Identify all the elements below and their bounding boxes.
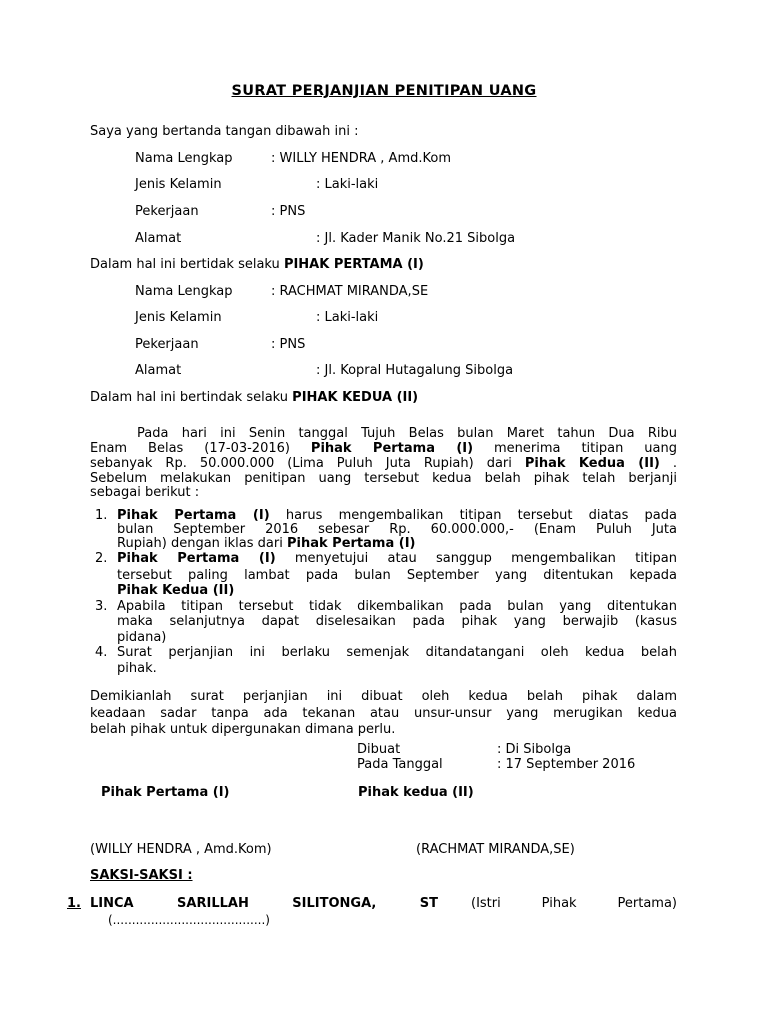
body-l2b: Pihak Pertama (I) [310,441,474,456]
item-4-line-2: pihak. [117,661,157,676]
body-l3c: . [659,456,678,471]
tanggal-label: Pada Tanggal [357,757,443,772]
item-2-b: menyetujui atau sanggup mengembalikan titipan [275,551,677,566]
witness-1-signature-line: (........................................) [108,913,270,927]
item-3-line-2: maka selanjutnya dapat diselesaikan pada pihak yang berwajib (kasus [117,614,677,629]
party2-jenis-value: : Laki-laki [316,310,379,325]
witness-1-name [90,896,438,912]
body-l2c: menerima titipan uang [473,441,677,456]
party1-pekerjaan-label: Pekerjaan [135,204,199,219]
body-line-1: Pada hari ini Senin tanggal Tujuh Belas bulan Maret tahun Dua Ribu [137,426,677,441]
item-2-a: Pihak Pertama (I) [117,551,276,566]
party1-role-prefix: Dalam hal ini bertidak selaku [90,257,284,272]
party1-role-line [90,257,424,273]
item-2-number: 2. [95,551,108,566]
party2-nama-value: : RACHMAT MIRANDA,SE [271,284,429,299]
party2-role-prefix: Dalam hal ini bertindak selaku [90,390,293,405]
signature-right-title: Pihak kedua (II) [358,785,474,800]
party2-pekerjaan-label: Pekerjaan [135,337,199,352]
body-l2a: Enam Belas (17-03-2016) [90,441,311,456]
tanggal-value: : 17 September 2016 [497,757,636,772]
witness-1-role: (Istri Pihak Pertama) [471,896,677,911]
item-3-number: 3. [95,599,108,614]
intro-text: Saya yang bertanda tangan dibawah ini : [90,124,359,139]
party1-nama-value: : WILLY HENDRA , Amd.Kom [271,151,451,166]
item-4-number: 4. [95,645,108,660]
body-line-3 [90,456,677,472]
party1-nama-label: Nama Lengkap [135,151,233,166]
item-1-e: Pihak Pertama (I) [286,536,416,551]
signature-left-title: Pihak Pertama (I) [101,785,230,800]
party2-alamat-value: : Jl. Kopral Hutagalung Sibolga [316,363,514,378]
item-1-line-3 [117,536,415,552]
witness-1-number: 1. [67,896,81,911]
item-2-line-2: tersebut paling lambat pada bulan September yang ditentukan kepada [117,568,677,583]
closing-line-3: belah pihak untuk dipergunakan dimana perlu. [90,722,396,737]
witness-1-line [90,896,677,912]
item-1-b: harus mengembalikan titipan tersebut diatas pada [269,508,677,523]
party1-jenis-value: : Laki-laki [316,177,379,192]
signature-left-name: (WILLY HENDRA , Amd.Kom) [90,842,272,857]
party1-alamat-value: : Jl. Kader Manik No.21 Sibolga [316,231,516,246]
body-l3b: Pihak Kedua (II) [524,456,660,471]
item-1-number: 1. [95,508,108,523]
dibuat-value: : Di Sibolga [497,742,572,757]
party1-role: PIHAK PERTAMA (I) [283,257,424,272]
item-3-line-3: pidana) [117,630,167,645]
item-4-line-1: Surat perjanjian ini berlaku semenjak ditandatangani oleh kedua belah [117,645,677,660]
item-1-a: Pihak Pertama (I) [117,508,270,523]
party2-alamat-label: Alamat [135,363,182,378]
closing-line-2: keadaan sadar tanpa ada tekanan atau unsur-unsur yang merugikan kedua [90,706,677,721]
party1-jenis-label: Jenis Kelamin [135,177,222,192]
witness-1-name-text: LINCA SARILLAH SILITONGA, ST [90,896,438,911]
item-2-line-1 [117,551,677,567]
body-l3a: sebanyak Rp. 50.000.000 (Lima Puluh Juta Rupiah) dari [90,456,525,471]
item-3-line-1: Apabila titipan tersebut tidak dikembalikan pada bulan yang ditentukan [117,599,677,614]
body-line-5: sebagai berikut : [90,485,200,500]
closing-line-1: Demikianlah surat perjanjian ini dibuat oleh kedua belah pihak dalam [90,689,677,704]
document-title: SURAT PERJANJIAN PENITIPAN UANG [231,83,537,99]
party1-alamat-label: Alamat [135,231,182,246]
party1-pekerjaan-value: : PNS [271,204,306,219]
dibuat-label: Dibuat [357,742,401,757]
item-1-d: Rupiah) dengan iklas dari [117,536,287,551]
item-1-line-2: bulan September 2016 sebesar Rp. 60.000.000,- (Enam Puluh Juta [117,522,677,537]
item-2-line-3: Pihak Kedua (II) [117,583,235,598]
party2-pekerjaan-value: : PNS [271,337,306,352]
party2-jenis-label: Jenis Kelamin [135,310,222,325]
signature-right-name: (RACHMAT MIRANDA,SE) [416,842,575,857]
party2-role-line [90,390,418,406]
witnesses-heading: SAKSI-SAKSI : [90,868,193,883]
party2-role: PIHAK KEDUA (II) [292,390,419,405]
body-line-4: Sebelum melakukan penitipan uang tersebut kedua belah pihak telah berjanji [90,471,677,486]
body-line-2 [90,441,677,457]
party2-nama-label: Nama Lengkap [135,284,233,299]
